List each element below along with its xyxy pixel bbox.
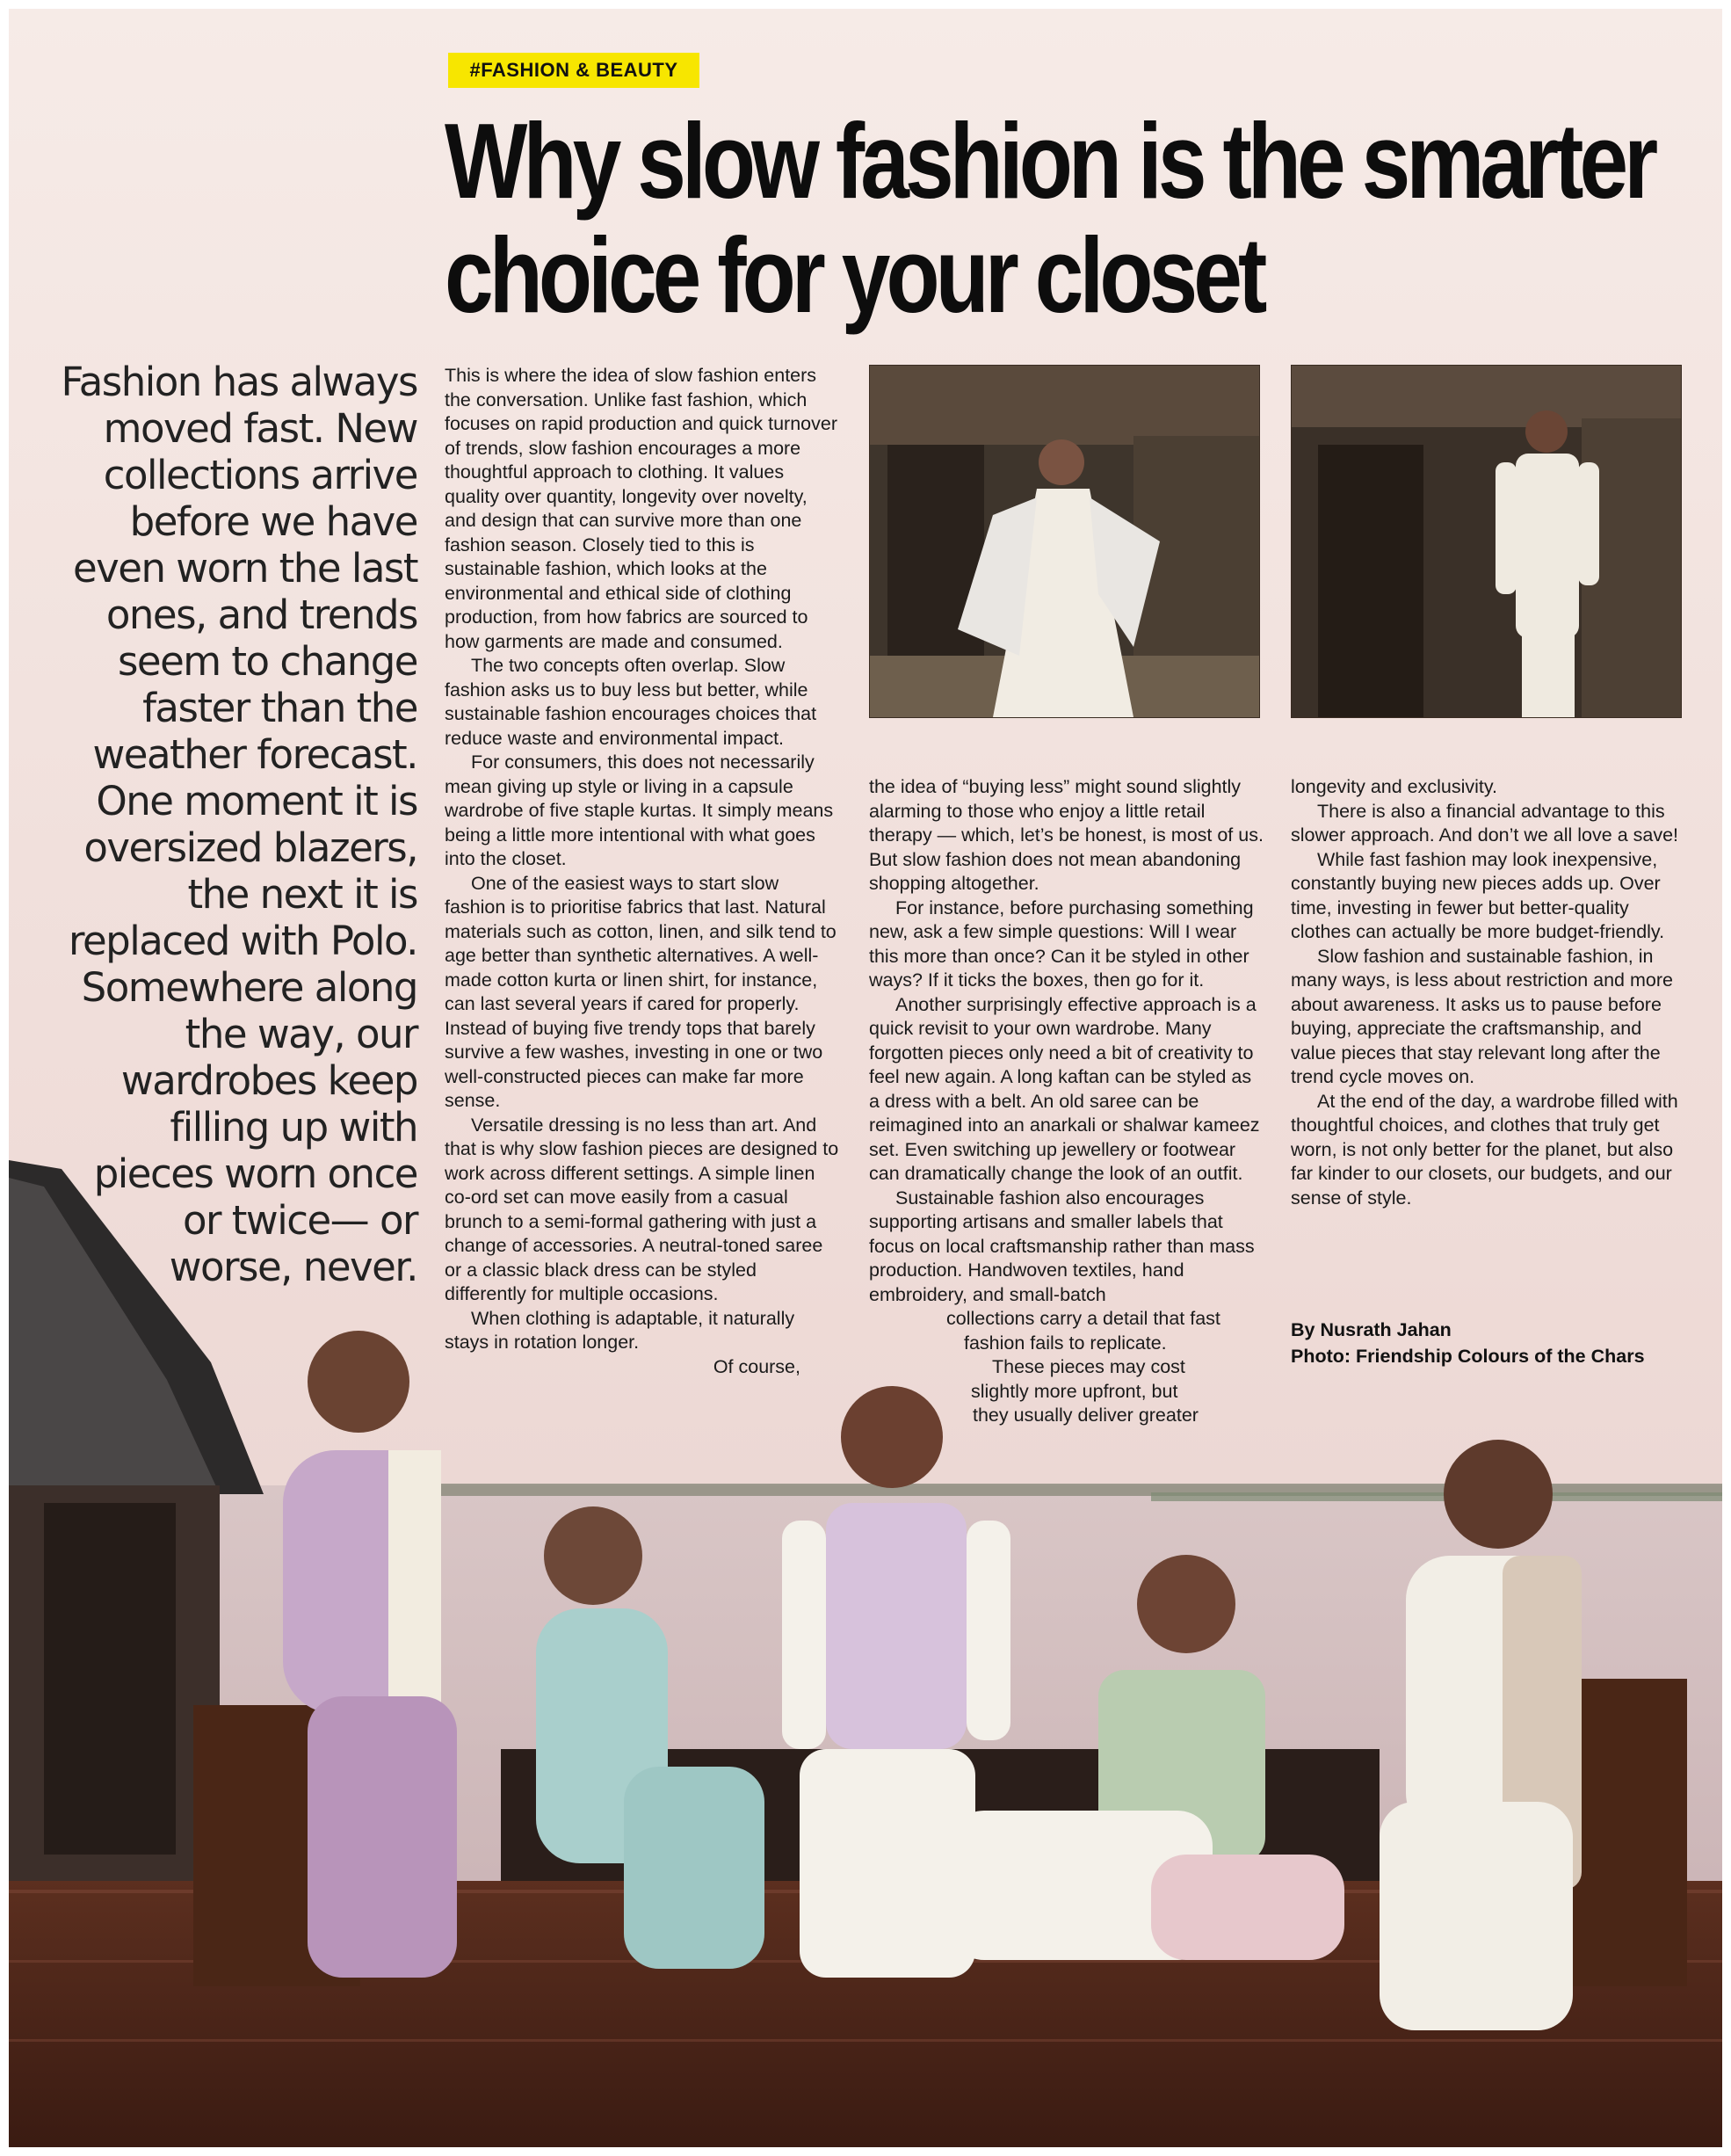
author-credit: By Nusrath Jahan	[1291, 1319, 1452, 1340]
paragraph: For instance, before purchasing something new, ask a few simple questions: Will I wear this more than once? Can it be styled in other ways? If it ticks the boxes, then go for it.	[869, 897, 1254, 991]
photo-credit: Photo: Friendship Colours of the Chars	[1291, 1346, 1645, 1367]
paragraph: These pieces may cost	[992, 1356, 1185, 1377]
headline-line-1: Why slow fashion is the smarter	[445, 101, 1655, 221]
article-column-1	[445, 364, 840, 1379]
paragraph: Of course,	[713, 1355, 800, 1377]
paragraph: At the end of the day, a wardrobe filled with thoughtful choices, and clothes that truly get worn, is not only better for the planet, but also far kinder to our closets, our budgets, and our sense of style.	[1291, 1090, 1678, 1209]
paragraph: One of the easiest ways to start slow fashion is to prioritise fabrics that last. Natural materials such as cotton, linen, and silk tend to age better than synthetic alternatives. A well-made cotton kurta or linen shirt, for instance, can last several years if cared for properly. Instead of buying five trendy tops that barely survive a few washes, investing in one or two well-constructed pieces can make far more sense.	[445, 872, 837, 1111]
paragraph: collections carry a detail that fast	[946, 1308, 1220, 1329]
paragraph: Slow fashion and sustainable fashion, in many ways, is less about restriction and more about awareness. It asks us to pause before buying, appreciate the craftsmanship, and value pieces that stay relevant long after the trend cycle moves on.	[1291, 945, 1673, 1087]
paragraph: the idea of “buying less” might sound slightly alarming to those who enjoy a little retail therapy — which, let’s be honest, is most of us. But slow fashion does not mean abandoning shopping altogether.	[869, 776, 1264, 894]
paragraph: While fast fashion may look inexpensive, constantly buying new pieces adds up. Over time, investing in fewer but better-quality clothes can actually be more budget-friendly.	[1291, 848, 1665, 942]
paragraph: Versatile dressing is no less than art. And that is why slow fashion pieces are designed to work across different settings. A simple linen co-ord set can move easily from a casual brunch to a semi-formal gathering with just a change of accessories. A neutral-toned saree or a classic black dress can be styled differently for multiple occasions.	[445, 1114, 839, 1304]
paragraph: longevity and exclusivity.	[1291, 776, 1498, 797]
paragraph: Another surprisingly effective approach is a quick revisit to your own wardrobe. Many forgotten pieces only need a bit of creativity to feel new again. A long kaftan can be styled as a dress with a belt. An old saree can be reimagined into an anarkali or shalwar kameez set. Even switching up jewellery or footwear can dramatically change the look of an outfit.	[869, 993, 1260, 1184]
photo-man-white-panjabi	[1291, 365, 1682, 718]
article-column-3	[1291, 775, 1686, 1210]
paragraph: The two concepts often overlap. Slow fashion asks us to buy less but better, while sustainable fashion encourages choices that reduce waste and environmental impact.	[445, 655, 817, 749]
paragraph: This is where the idea of slow fashion enters the conversation. Unlike fast fashion, which focuses on rapid production and quick turnover of trends, slow fashion encourages a more thoughtful approach to clothing. It values quality over quantity, longevity over novelty, and design that can survive more than one fashion season. Closely tied to this is sustainable fashion, which looks at the environmental and ethical side of clothing production, from how fabrics are sourced to how garments are made and consumed.	[445, 365, 837, 652]
article-column-2	[869, 775, 1264, 1428]
paragraph: they usually deliver greater	[973, 1405, 1199, 1426]
byline	[1291, 1317, 1695, 1369]
paragraph: fashion fails to replicate.	[964, 1332, 1167, 1354]
paragraph: slightly more upfront, but	[971, 1380, 1178, 1402]
paragraph: There is also a financial advantage to this slower approach. And don’t we all love a save!	[1291, 800, 1679, 846]
paragraph: When clothing is adaptable, it naturally stays in rotation longer.	[445, 1307, 795, 1353]
magazine-page	[9, 9, 1722, 2147]
section-tag: #FASHION & BEAUTY	[448, 53, 699, 88]
lead-paragraph: Fashion has always moved fast. New collections arrive before we have even worn the last ones, and trends seem to change faster than the weather forecast. One moment it is oversized blazers, the next it is replaced with Polo. Somewhere along the way, our wardrobes keep filling up with pieces worn once or twice— or worse, never.	[61, 359, 417, 1290]
headline	[445, 101, 1655, 335]
paragraph: For consumers, this does not necessarily mean giving up style or living in a capsule wardrobe of five staple kurtas. It simply means being a little more intentional with what goes into the closet.	[445, 751, 834, 869]
headline-line-2: choice for your closet	[445, 215, 1264, 335]
photo-woman-white-anarkali	[869, 365, 1260, 718]
paragraph: Sustainable fashion also encourages supporting artisans and smaller labels that focus on local craftsmanship rather than mass production. Handwoven textiles, hand embroidery, and small-batch	[869, 1187, 1255, 1305]
